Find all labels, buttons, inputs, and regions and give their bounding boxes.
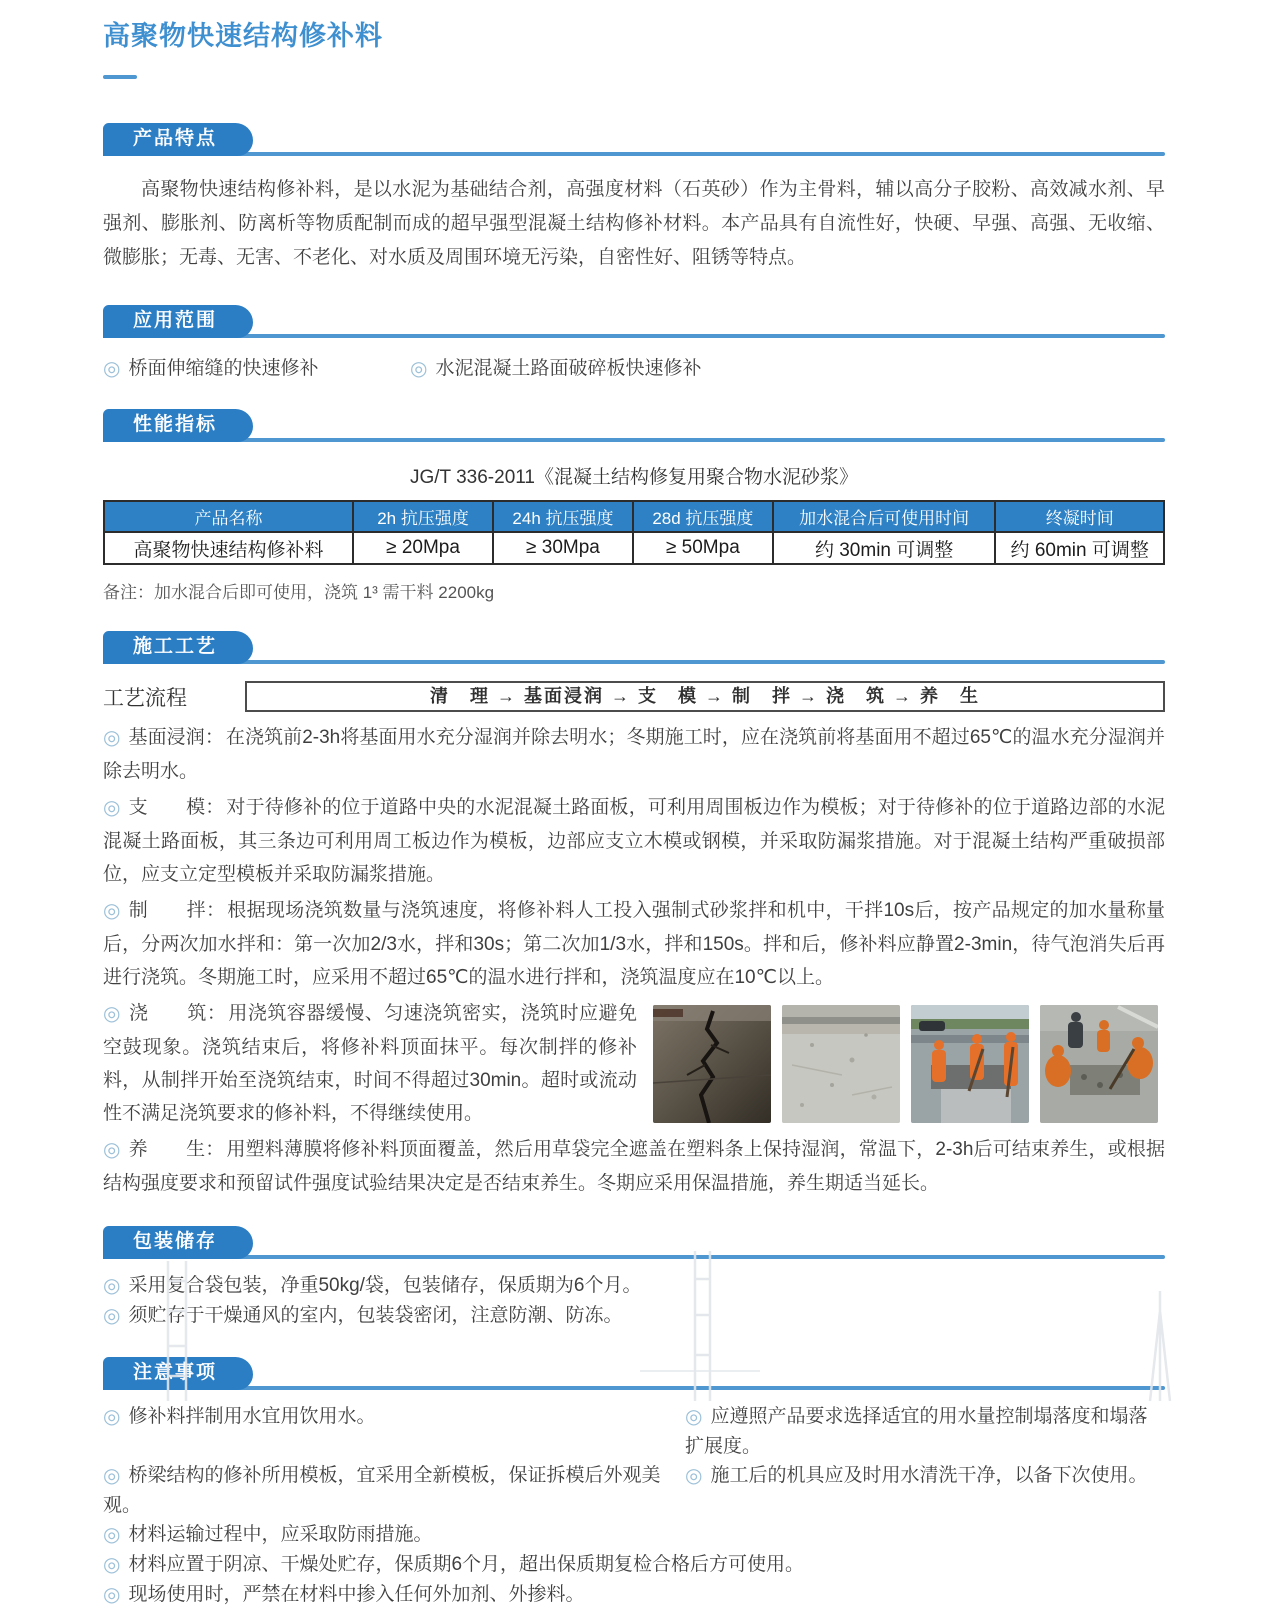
section-rule [103, 1255, 1165, 1259]
ring-bullet-icon: ◎ [103, 1465, 121, 1487]
ring-bullet-icon: ◎ [103, 1139, 121, 1161]
notes-row [103, 1461, 1165, 1520]
step-label: 支 模： [128, 797, 225, 818]
table-cell: 高聚物快速结构修补料 [104, 532, 353, 564]
title-underline [103, 75, 137, 79]
section-features [103, 123, 1165, 275]
ring-bullet-icon: ◎ [103, 1406, 121, 1428]
table-header-cell: 2h 抗压强度 [353, 501, 493, 532]
notes-item [103, 1402, 685, 1461]
packaging-item-label: 采用复合袋包装，净重50kg/袋，包装储存，保质期为6个月。 [128, 1275, 642, 1296]
step-text: 在浇筑前2-3h将基面用水充分湿润并除去明水；冬期施工时，应在浇筑前将基面用不超过65℃的温水充分湿润并除去明水。 [103, 727, 1165, 782]
section-process [103, 631, 1165, 1200]
process-section-header [103, 631, 1165, 664]
notes-item-label: 修补料拌制用水宜用饮用水。 [128, 1406, 376, 1427]
notes-item [103, 1580, 1165, 1610]
table-cell: ≥ 30Mpa [493, 532, 633, 564]
notes-item-label: 桥梁结构的修补所用模板，宜采用全新模板，保证拆模后外观美观。 [103, 1465, 661, 1516]
section-rule [103, 660, 1165, 664]
table-row [104, 532, 1164, 564]
applications-list [103, 353, 1165, 381]
ring-bullet-icon: ◎ [103, 1524, 121, 1546]
pouring-step-with-photos [103, 997, 1165, 1130]
process-flow-text: 清 理 → 基面浸润 → 支 模 → 制 拌 → 浇 筑 → 养 生 [429, 686, 980, 706]
step-text: 根据现场浇筑数量与浇筑速度，将修补料人工投入强制式砂浆拌和机中，干拌10s后，按产品规定的加水量称量后，分两次加水拌和：第一次加2/3水，拌和30s；第二次加1/3水，拌和150s。拌和后，修补料应静置2-3min，待气泡消失后再进行浇筑。冬期施工时，应采用不超过65℃的温水进行拌和，浇筑温度应在10℃以上。 [103, 900, 1165, 988]
table-cell: 约 30min 可调整 [773, 532, 996, 564]
applications-tab: 应用范围 [103, 305, 253, 338]
process-steps [103, 721, 1165, 1200]
table-header-cell: 产品名称 [104, 501, 353, 532]
ring-bullet-icon: ◎ [103, 900, 121, 922]
notes-tab: 注意事项 [103, 1357, 253, 1390]
process-step-curing [103, 1133, 1165, 1200]
features-tab: 产品特点 [103, 123, 253, 156]
process-flow-box [245, 681, 1165, 712]
notes-item [685, 1461, 1147, 1520]
ring-bullet-icon: ◎ [103, 1584, 121, 1606]
notes-item-label: 应遵照产品要求选择适宜的用水量控制塌落度和塌落扩展度。 [685, 1406, 1148, 1457]
table-header-cell: 加水混合后可使用时间 [773, 501, 996, 532]
table-header-cell: 24h 抗压强度 [493, 501, 633, 532]
concrete-patching-crew-photo [1040, 1005, 1158, 1123]
notes-row [103, 1402, 1165, 1461]
table-cell: 约 60min 可调整 [995, 532, 1164, 564]
process-step-mixing [103, 894, 1165, 994]
table-header-cell: 终凝时间 [995, 501, 1164, 532]
standard-caption: JG/T 336-2011《混凝土结构修复用聚合物水泥砂浆》 [410, 467, 858, 488]
process-tab: 施工工艺 [103, 631, 253, 664]
section-rule [103, 152, 1165, 156]
application-item [410, 353, 701, 381]
table-cell: ≥ 20Mpa [353, 532, 493, 564]
ring-bullet-icon: ◎ [410, 358, 428, 380]
performance-section-header [103, 409, 1165, 442]
ring-bullet-icon: ◎ [103, 1275, 121, 1297]
cracked-pavement-photo [653, 1005, 771, 1123]
table-note: 备注：加水混合后即可使用，浇筑 1³ 需干料 2200kg [103, 583, 495, 602]
packaging-section-header [103, 1226, 1165, 1259]
ring-bullet-icon: ◎ [103, 1554, 121, 1576]
packaging-item-label: 须贮存于干燥通风的室内，包装袋密闭，注意防潮、防冻。 [128, 1305, 623, 1326]
notes-section-header [103, 1357, 1165, 1390]
notes-item [685, 1402, 1165, 1461]
ring-bullet-icon: ◎ [103, 358, 121, 380]
step-text: 用塑料薄膜将修补料顶面覆盖，然后用草袋完全遮盖在塑料条上保持湿润，常温下，2-3h后可结束养生，或根据结构强度要求和预留试件强度试验结果决定是否结束养生。冬期应采用保温措施，养生期适当延长。 [103, 1139, 1166, 1194]
process-step-formwork [103, 791, 1165, 891]
section-applications [103, 305, 1165, 381]
ring-bullet-icon: ◎ [103, 727, 121, 749]
features-section-header [103, 123, 1165, 156]
notes-item [103, 1461, 685, 1520]
step-text: 用浇筑容器缓慢、匀速浇筑密实，浇筑时应避免空鼓现象。浇筑结束后，将修补料顶面抹平。每次制拌的修补料，从制拌开始至浇筑结束，时间不得超过30min。超时或流动性不满足浇筑要求的修补料，不得继续使用。 [103, 1003, 637, 1124]
section-rule [103, 438, 1165, 442]
notes-item-label: 施工后的机具应及时用水清洗干净，以备下次使用。 [710, 1465, 1148, 1486]
ring-bullet-icon: ◎ [103, 1305, 121, 1327]
section-rule [103, 1386, 1165, 1390]
section-rule [103, 334, 1165, 338]
process-step-soaking [103, 721, 1165, 788]
application-item-label: 桥面伸缩缝的快速修补 [128, 358, 319, 379]
page-title: 高聚物快速结构修补料 [103, 21, 383, 51]
applications-section-header [103, 305, 1165, 338]
performance-table [103, 500, 1165, 565]
ring-bullet-icon: ◎ [103, 797, 121, 819]
step-label: 制 拌： [128, 900, 226, 921]
notes-item-label: 现场使用时，严禁在材料中掺入任何外加剂、外掺料。 [128, 1584, 585, 1605]
packaging-tab: 包装储存 [103, 1226, 253, 1259]
packaging-item [103, 1271, 1165, 1301]
notes-item-label: 材料应置于阴凉、干燥处贮存，保质期6个月，超出保质期复检合格后方可使用。 [128, 1554, 805, 1575]
table-header-row [104, 501, 1164, 532]
notes-item [103, 1520, 1165, 1550]
section-packaging [103, 1226, 1165, 1331]
table-header-cell: 28d 抗压强度 [633, 501, 773, 532]
features-paragraph: 高聚物快速结构修补料，是以水泥为基础结合剂，高强度材料（石英砂）作为主骨料，辅以高分子胶粉、高效减水剂、早强剂、膨胀剂、防离析等物质配制而成的超早强型混凝土结构修补材料。本产品具有自流性好，快硬、早强、高强、无收缩、微膨胀；无毒、无害、不老化、对水质及周围环境无污染，自密性好、阻锈等特点。 [103, 179, 1165, 268]
notes-list [103, 1402, 1165, 1610]
process-flow-label: 工艺流程 [103, 686, 187, 710]
step-text: 对于待修补的位于道路中央的水泥混凝土路面板，可利用周围板边作为模板；对于待修补的位于道路边部的水泥混凝土路面板，其三条边可利用周工板边作为模板，边部应支立木模或钢模，并采取防漏浆措施。对于混凝土结构严重破损部位，应支立定型模板并采取防漏浆措施。 [103, 797, 1165, 885]
section-performance [103, 409, 1165, 603]
section-notes [103, 1357, 1165, 1610]
packaging-item [103, 1301, 1165, 1331]
ring-bullet-icon: ◎ [103, 1003, 121, 1025]
ring-bullet-icon: ◎ [685, 1465, 703, 1487]
step-label: 浇 筑： [128, 1003, 227, 1024]
step-label: 基面浸润： [128, 727, 224, 748]
step-label: 养 生： [128, 1139, 225, 1160]
table-cell: ≥ 50Mpa [633, 532, 773, 564]
process-flow-row [103, 681, 1165, 712]
ring-bullet-icon: ◎ [685, 1406, 703, 1428]
concrete-surface-joint-photo [782, 1005, 900, 1123]
application-item [103, 353, 410, 381]
site-photos-strip [653, 1005, 1165, 1123]
notes-item [103, 1550, 1165, 1580]
application-item-label: 水泥混凝土路面破碎板快速修补 [435, 358, 702, 379]
road-repair-crew-photo [911, 1005, 1029, 1123]
performance-tab: 性能指标 [103, 409, 253, 442]
notes-item-label: 材料运输过程中，应采取防雨措施。 [128, 1524, 433, 1545]
